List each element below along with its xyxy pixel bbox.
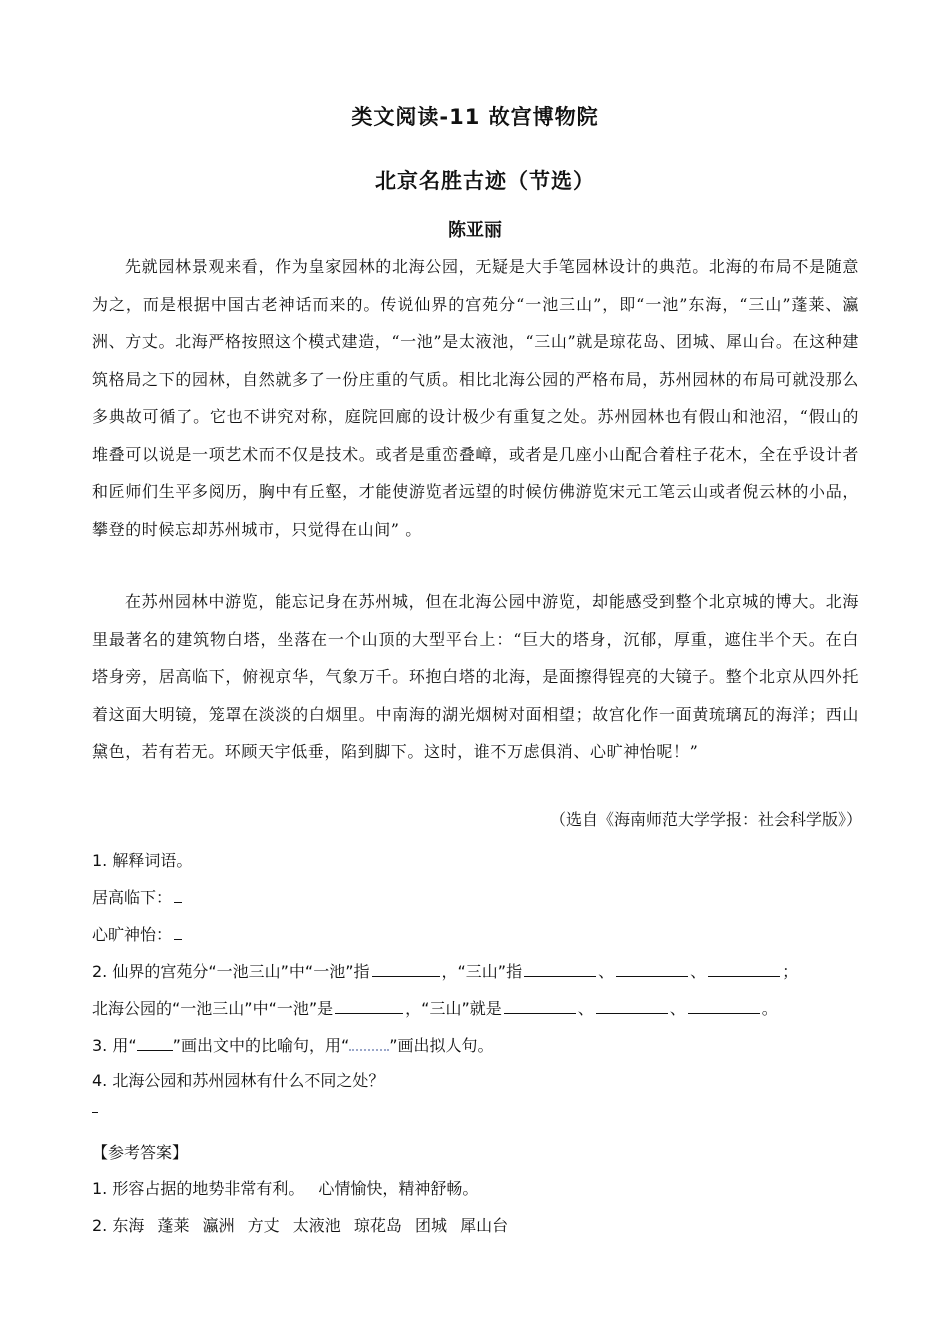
question-2-text: 2. 仙界的宫苑分“一池三山”中“一池”指: [92, 962, 370, 981]
article-author: 陈亚丽: [448, 220, 502, 241]
article-paragraph-1: 先就园林景观来看，作为皇家园林的北海公园，无疑是大手笔园林设计的典范。北海的布局不是随意为之，而是根据中国古老神话而来的。传说仙界的宫苑分“一池三山”，即“一池”东海，“三山”蓬莱、瀛洲、方丈。北海严格按照这个模式建造，“一池”是太液池，“三山”就是琼花岛、团城、犀山台。在这种建筑格局之下的园林，自然就多了一份庄重的气质。相比北海公园的严格布局，苏州园林的布局可就没那么多典故可循了。它也不讲究对称，庭院回廊的设计极少有重复之处。苏州园林也有假山和池沼，“假山的堆叠可以说是一项艺术而不仅是技术。或者是重峦叠嶂，或者是几座小山配合着柱子花木，全在乎设计者和匠师们生平多阅历，胸中有丘壑，才能使游览者远望的时候仿佛游览宋元工笔云山或者倪云林的小品，攀登的时候忘却苏州城市，只觉得在山间” 。: [92, 257, 859, 539]
term-b-label: 心旷神怡：: [92, 925, 173, 944]
separator: 、: [598, 962, 615, 981]
article-source: （选自《海南师范大学学报：社会科学版》）: [549, 810, 862, 829]
answer-blank[interactable]: [616, 958, 688, 977]
answer-1: [92, 1176, 478, 1199]
answer-2-item: 犀山台: [460, 1216, 509, 1235]
answer-blank[interactable]: [524, 958, 596, 977]
straight-underline-sample: [137, 1032, 173, 1051]
answer-blank[interactable]: [688, 995, 760, 1014]
answer-2-item: 琼花岛: [353, 1216, 402, 1235]
answer-2: [92, 1213, 508, 1236]
question-4: 4. 北海公园和苏州园林有什么不同之处？: [92, 1071, 385, 1090]
answer-2-item: 蓬莱: [157, 1216, 190, 1235]
separator: 、: [577, 999, 594, 1018]
answer-2-item: 2. 东海: [92, 1216, 145, 1235]
wavy-underline-sample: [349, 1031, 389, 1051]
answer-2-item: 太液池: [292, 1216, 341, 1235]
question-1: 1. 解释词语。: [92, 851, 193, 870]
question-2-text: 北海公园的“一池三山”中“一池”是: [92, 999, 334, 1018]
answer-2-item: 团城: [415, 1216, 448, 1235]
separator: ；: [782, 962, 799, 981]
answer-blank[interactable]: [708, 958, 780, 977]
answer-blank[interactable]: [335, 995, 403, 1014]
answer-blank[interactable]: [504, 995, 576, 1014]
answers-heading: 【参考答案】: [92, 1143, 189, 1162]
answer-1-text: 1. 形容占据的地势非常有利。: [92, 1179, 305, 1198]
question-2-text: ，“三山”指: [441, 962, 523, 981]
question-1-term-a: [92, 884, 184, 908]
question-1-term-b: [92, 921, 184, 945]
answer-2-item: 瀛洲: [202, 1216, 235, 1235]
separator: 。: [761, 999, 778, 1018]
question-2-line-1: [92, 958, 798, 982]
answer-blank[interactable]: [372, 958, 440, 977]
question-2-line-2: [92, 995, 778, 1019]
question-2-text: ，“三山”就是: [405, 999, 502, 1018]
question-3-text: ”画出文中的比喻句，用“: [172, 1036, 350, 1055]
term-a-label: 居高临下：: [92, 888, 173, 907]
question-3: [92, 1031, 494, 1056]
article-title: 北京名胜古迹（节选）: [375, 169, 595, 193]
answer-blank[interactable]: [174, 921, 182, 940]
answer-blank[interactable]: [174, 884, 182, 903]
article-paragraph-2: 在苏州园林中游览，能忘记身在苏州城，但在北海公园中游览，却能感受到整个北京城的博大。北海里最著名的建筑物白塔，坐落在一个山顶的大型平台上：“巨大的塔身，沉郁，厚重，遮住半个天。在白塔身旁，居高临下，俯视京华，气象万千。环抱白塔的北海，是面擦得锃亮的大镜子。整个北京从四外托着这面大明镜，笼罩在淡淡的白烟里。中南海的湖光烟树对面相望；故宫化作一面黄琉璃瓦的海洋；西山黛色，若有若无。环顾天宇低垂，陷到脚下。这时，谁不万虑俱消、心旷神怡呢！”: [92, 592, 859, 761]
question-3-text: ”画出拟人句。: [389, 1036, 494, 1055]
answer-blank[interactable]: [596, 995, 668, 1014]
separator: 、: [669, 999, 686, 1018]
answer-1-text: 心情愉快，精神舒畅。: [318, 1179, 479, 1198]
question-3-text: 3. 用“: [92, 1036, 137, 1055]
page-title: 类文阅读-11 故宫博物院: [351, 105, 599, 129]
answer-blank-line[interactable]: [92, 1112, 98, 1113]
separator: 、: [690, 962, 707, 981]
answer-2-item: 方丈: [247, 1216, 280, 1235]
